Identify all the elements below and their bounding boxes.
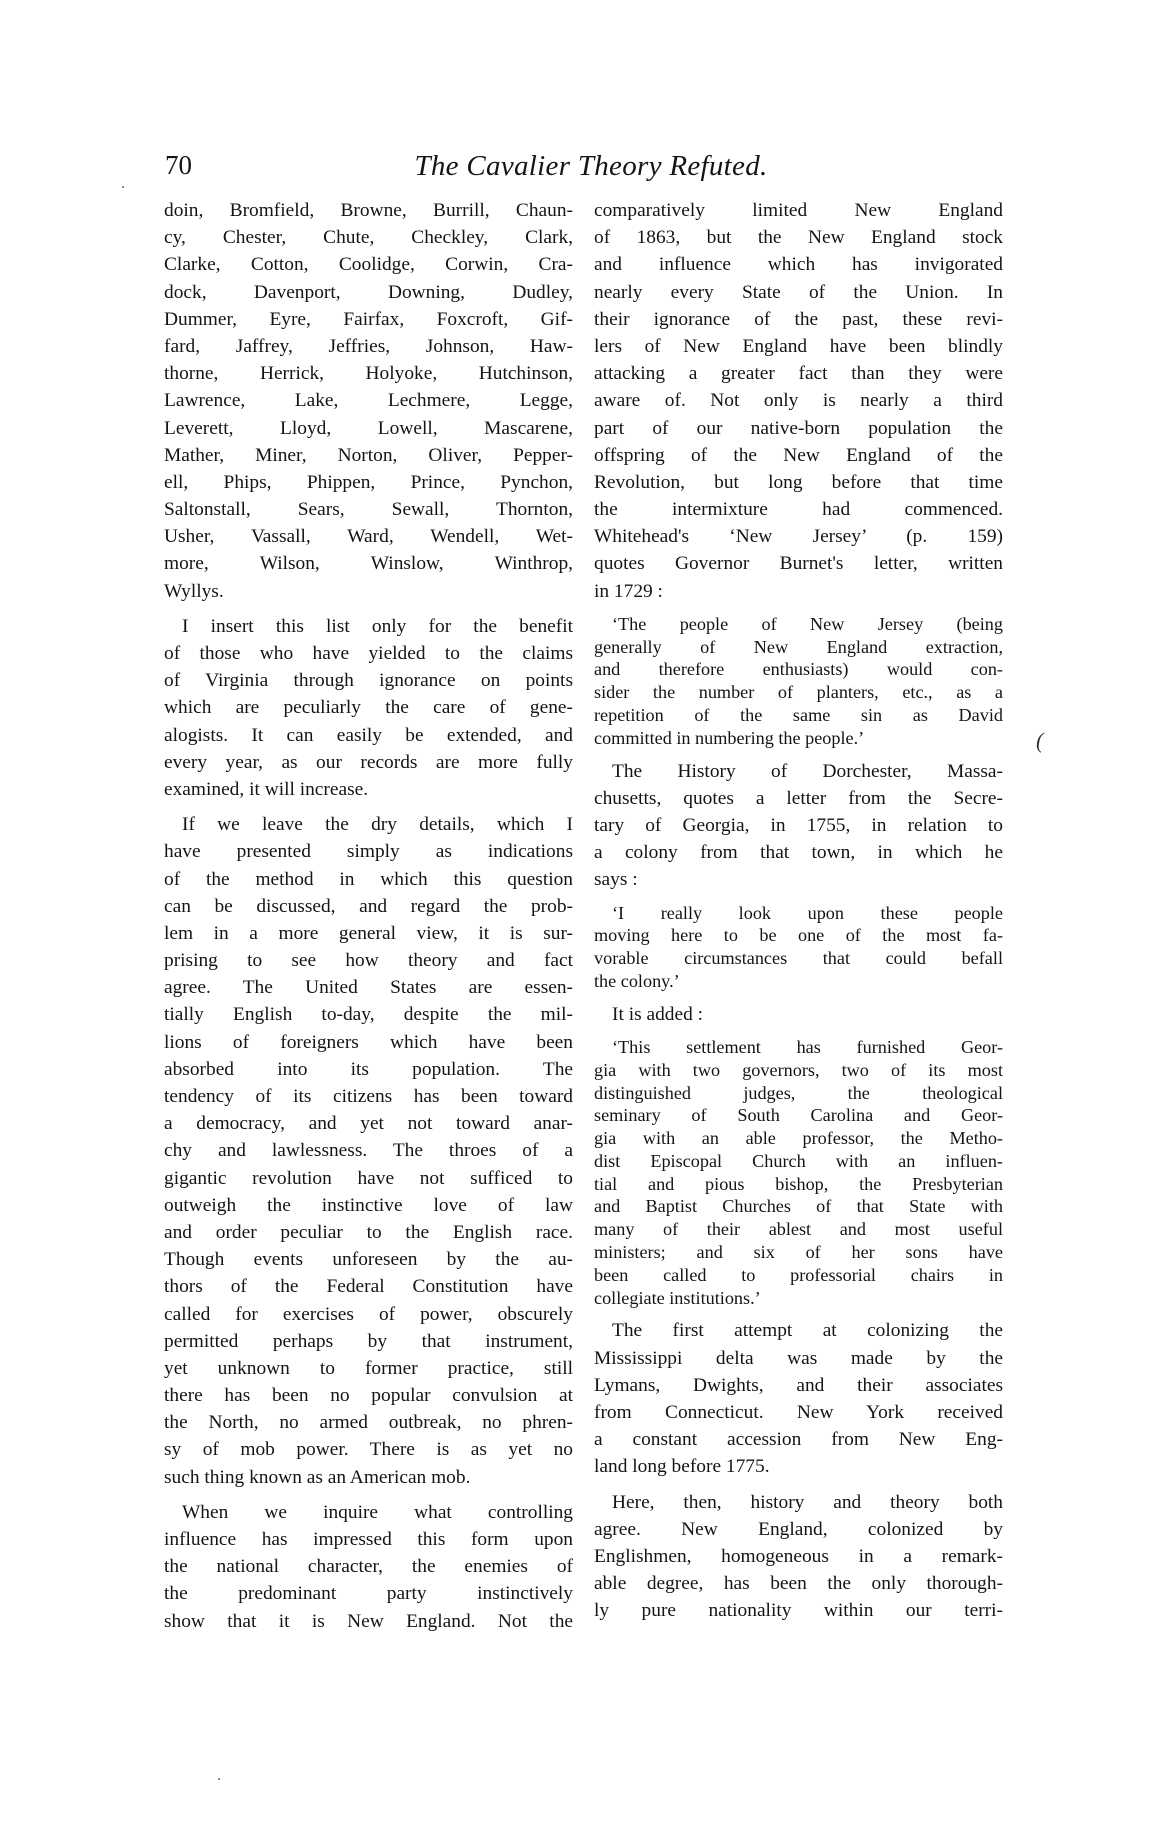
text-line: every year, as our records are more fully [164,751,573,773]
paragraph-gap [594,1309,1003,1317]
text-line: which are peculiarly the care of gene- [164,697,573,719]
left-text-column [164,197,573,1635]
text-line: ministers; and six of her sons have [594,1242,1003,1263]
text-line: If we leave the dry details, which I [182,814,573,836]
text-line: examined, it will increase. [164,778,369,800]
text-line: influence has impressed this form upon [164,1529,573,1550]
paragraph [164,1499,573,1635]
right-text-column [594,197,1003,1625]
text-line: show that it is New England. Not the [164,1610,573,1632]
block-quote [594,613,1003,750]
text-line: gia with two governors, two of its most [594,1059,1003,1080]
text-line: lions of foreigners which have been [164,1031,573,1053]
text-line: and influence which has invigorated [594,254,1003,276]
text-line: Leverett, Lloyd, Lowell, Mascarene, [164,417,573,439]
text-line: Mississippi delta was made by the [594,1347,1003,1369]
text-line: thors of the Federal Constitution have [164,1276,573,1298]
scan-speck [122,186,124,188]
text-line: called for exercises of power, obscurely [164,1303,573,1325]
paragraph-gap [594,605,1003,613]
paragraph-gap [594,750,1003,758]
text-line: the intermixture had commenced. [594,499,1003,521]
paragraph [594,1001,1003,1028]
text-line: doin, Bromfield, Browne, Burrill, Chaun- [164,200,573,221]
text-line: able degree, has been the only thorough- [594,1573,1003,1595]
text-line: committed in numbering the people.’ [594,727,865,748]
text-line: nearly every State of the Union. In [594,281,1003,303]
paragraph-gap [594,1028,1003,1036]
text-line: ‘This settlement has furnished Geor- [612,1036,1003,1057]
text-line: sider the number of planters, etc., as a [594,682,1003,703]
text-line: generally of New England extraction, [594,636,1003,657]
paragraph [164,811,573,1491]
text-line: their ignorance of the past, these revi- [594,308,1003,330]
text-line: many of their ablest and most useful [594,1219,1003,1240]
paragraph [594,758,1003,894]
text-line: chy and lawlessness. The throes of a [164,1140,573,1162]
text-line: repetition of the same sin as David [594,705,1003,725]
paragraph-gap [594,993,1003,1001]
paragraph [594,1489,1003,1625]
text-line: absorbed into its population. The [164,1058,573,1080]
text-line: there has been no popular convulsion at [164,1385,573,1407]
paragraph-gap [594,1481,1003,1489]
block-quote [594,902,1003,993]
text-line: Revolution, but long before that time [594,471,1003,493]
running-title: The Cavalier Theory Refuted. [414,150,768,182]
text-line: from Connecticut. New York received [594,1402,1003,1424]
text-line: The History of Dorchester, Massa- [612,760,1003,782]
text-line: of those who have yielded to the claims [164,643,573,664]
text-line: Englishmen, homogeneous in a remark- [594,1545,1003,1567]
running-header [165,150,1005,190]
text-line: says : [594,869,638,891]
text-line: yet unknown to former practice, still [164,1357,573,1379]
text-line: comparatively limited New England [594,200,1003,221]
text-line: and therefore enthusiasts) would con- [594,659,1003,680]
text-line: chusetts, quotes a letter from the Secre- [594,787,1003,809]
text-line: the predominant party instinctively [164,1583,573,1605]
text-line: tial and pious bishop, the Presbyterian [594,1173,1003,1194]
margin-mark: ( [1036,728,1044,753]
text-line: lers of New England have been blindly [594,335,1003,357]
text-line: attacking a greater fact than they were [594,363,1003,385]
text-line: lem in a more general view, it is sur- [164,922,573,944]
text-line: ell, Phips, Phippen, Prince, Pynchon, [164,471,573,493]
text-line: offspring of the New England of the [594,444,1003,466]
text-line: Mather, Miner, Norton, Oliver, Pepper- [164,444,573,466]
text-line: agree. The United States are essen- [164,977,573,999]
text-line: I insert this list only for the benefit [182,615,573,637]
text-line: Usher, Vassall, Ward, Wendell, Wet- [164,526,573,548]
text-line: Whitehead's ‘New Jersey’ (p. 159) [594,526,1003,548]
text-line: of 1863, but the New England stock [594,227,1003,249]
text-line: vorable circumstances that could befall [594,948,1003,969]
text-line: agree. New England, colonized by [594,1518,1003,1540]
text-line: tially English to-day, despite the mil- [164,1004,573,1026]
text-line: can be discussed, and regard the prob- [164,895,573,917]
text-line: the national character, the enemies of [164,1556,573,1578]
text-line: It is added : [612,1003,704,1025]
text-line: collegiate institutions.’ [594,1287,761,1308]
scan-speck [218,1778,220,1780]
text-line: been called to professorial chairs in [594,1264,1003,1285]
text-line: the colony.’ [594,970,680,991]
paragraph-gap [164,605,573,613]
text-line: Dummer, Eyre, Fairfax, Foxcroft, Gif- [164,308,573,330]
text-line: part of our native-born population the [594,417,1003,439]
text-line: Wyllys. [164,580,224,602]
text-line: moving here to be one of the most fa- [594,925,1003,946]
text-line: Lawrence, Lake, Lechmere, Legge, [164,390,573,412]
page-number: 70 [165,150,192,180]
text-line: a constant accession from New Eng- [594,1429,1003,1451]
paragraph [164,613,573,803]
text-line: ‘The people of New Jersey (being [612,613,1003,634]
text-line: and order peculiar to the English race. [164,1221,573,1243]
text-line: gigantic revolution have not sufficed to [164,1167,573,1189]
text-line: tendency of its citizens has been toward [164,1086,573,1107]
text-line: The first attempt at colonizing the [612,1320,1003,1342]
paragraph-gap [164,1491,573,1499]
text-line: of Virginia through ignorance on points [164,670,573,692]
text-line: more, Wilson, Winslow, Winthrop, [164,553,573,575]
text-line: and Baptist Churches of that State with [594,1196,1003,1217]
text-line: a democracy, and yet not toward anar- [164,1113,573,1135]
text-line: When we inquire what controlling [182,1501,573,1523]
text-line: sy of mob power. There is as yet no [164,1439,573,1461]
text-line: such thing known as an American mob. [164,1466,471,1488]
text-line: land long before 1775. [594,1456,770,1478]
text-line: Here, then, history and theory both [612,1491,1003,1513]
text-line: dock, Davenport, Downing, Dudley, [164,281,573,303]
paragraph [594,1317,1003,1480]
text-line: ly pure nationality within our terri- [594,1600,1003,1622]
text-line: cy, Chester, Chute, Checkley, Clark, [164,227,573,249]
text-line: permitted perhaps by that instrument, [164,1330,573,1352]
text-line: gia with an able professor, the Metho- [594,1128,1003,1149]
paragraph [164,197,573,605]
text-line: alogists. It can easily be extended, and [164,724,573,746]
text-line: aware of. Not only is nearly a third [594,390,1003,412]
paragraph-gap [594,894,1003,902]
text-line: seminary of South Carolina and Geor- [594,1105,1003,1126]
paragraph-gap [164,803,573,811]
text-line: in 1729 : [594,580,663,602]
text-line: dist Episcopal Church with an influen- [594,1150,1003,1171]
text-line: Clarke, Cotton, Coolidge, Corwin, Cra- [164,254,573,276]
text-line: quotes Governor Burnet's letter, written [594,553,1003,575]
text-line: a colony from that town, in which he [594,842,1003,864]
text-line: distinguished judges, the theological [594,1082,1003,1103]
text-line: ‘I really look upon these people [612,902,1003,923]
text-line: fard, Jaffrey, Jeffries, Johnson, Haw- [164,335,573,357]
text-line: tary of Georgia, in 1755, in relation to [594,814,1003,836]
text-line: of the method in which this question [164,868,573,890]
paragraph [594,197,1003,605]
text-line: have presented simply as indications [164,841,573,863]
text-line: Saltonstall, Sears, Sewall, Thornton, [164,499,573,521]
text-line: Lymans, Dwights, and their associates [594,1374,1003,1396]
text-line: outweigh the instinctive love of law [164,1194,573,1216]
text-line: prising to see how theory and fact [164,950,573,972]
text-line: the North, no armed outbreak, no phren- [164,1412,573,1434]
block-quote [594,1036,1003,1310]
text-line: Though events unforeseen by the au- [164,1249,573,1271]
text-line: thorne, Herrick, Holyoke, Hutchinson, [164,363,573,385]
